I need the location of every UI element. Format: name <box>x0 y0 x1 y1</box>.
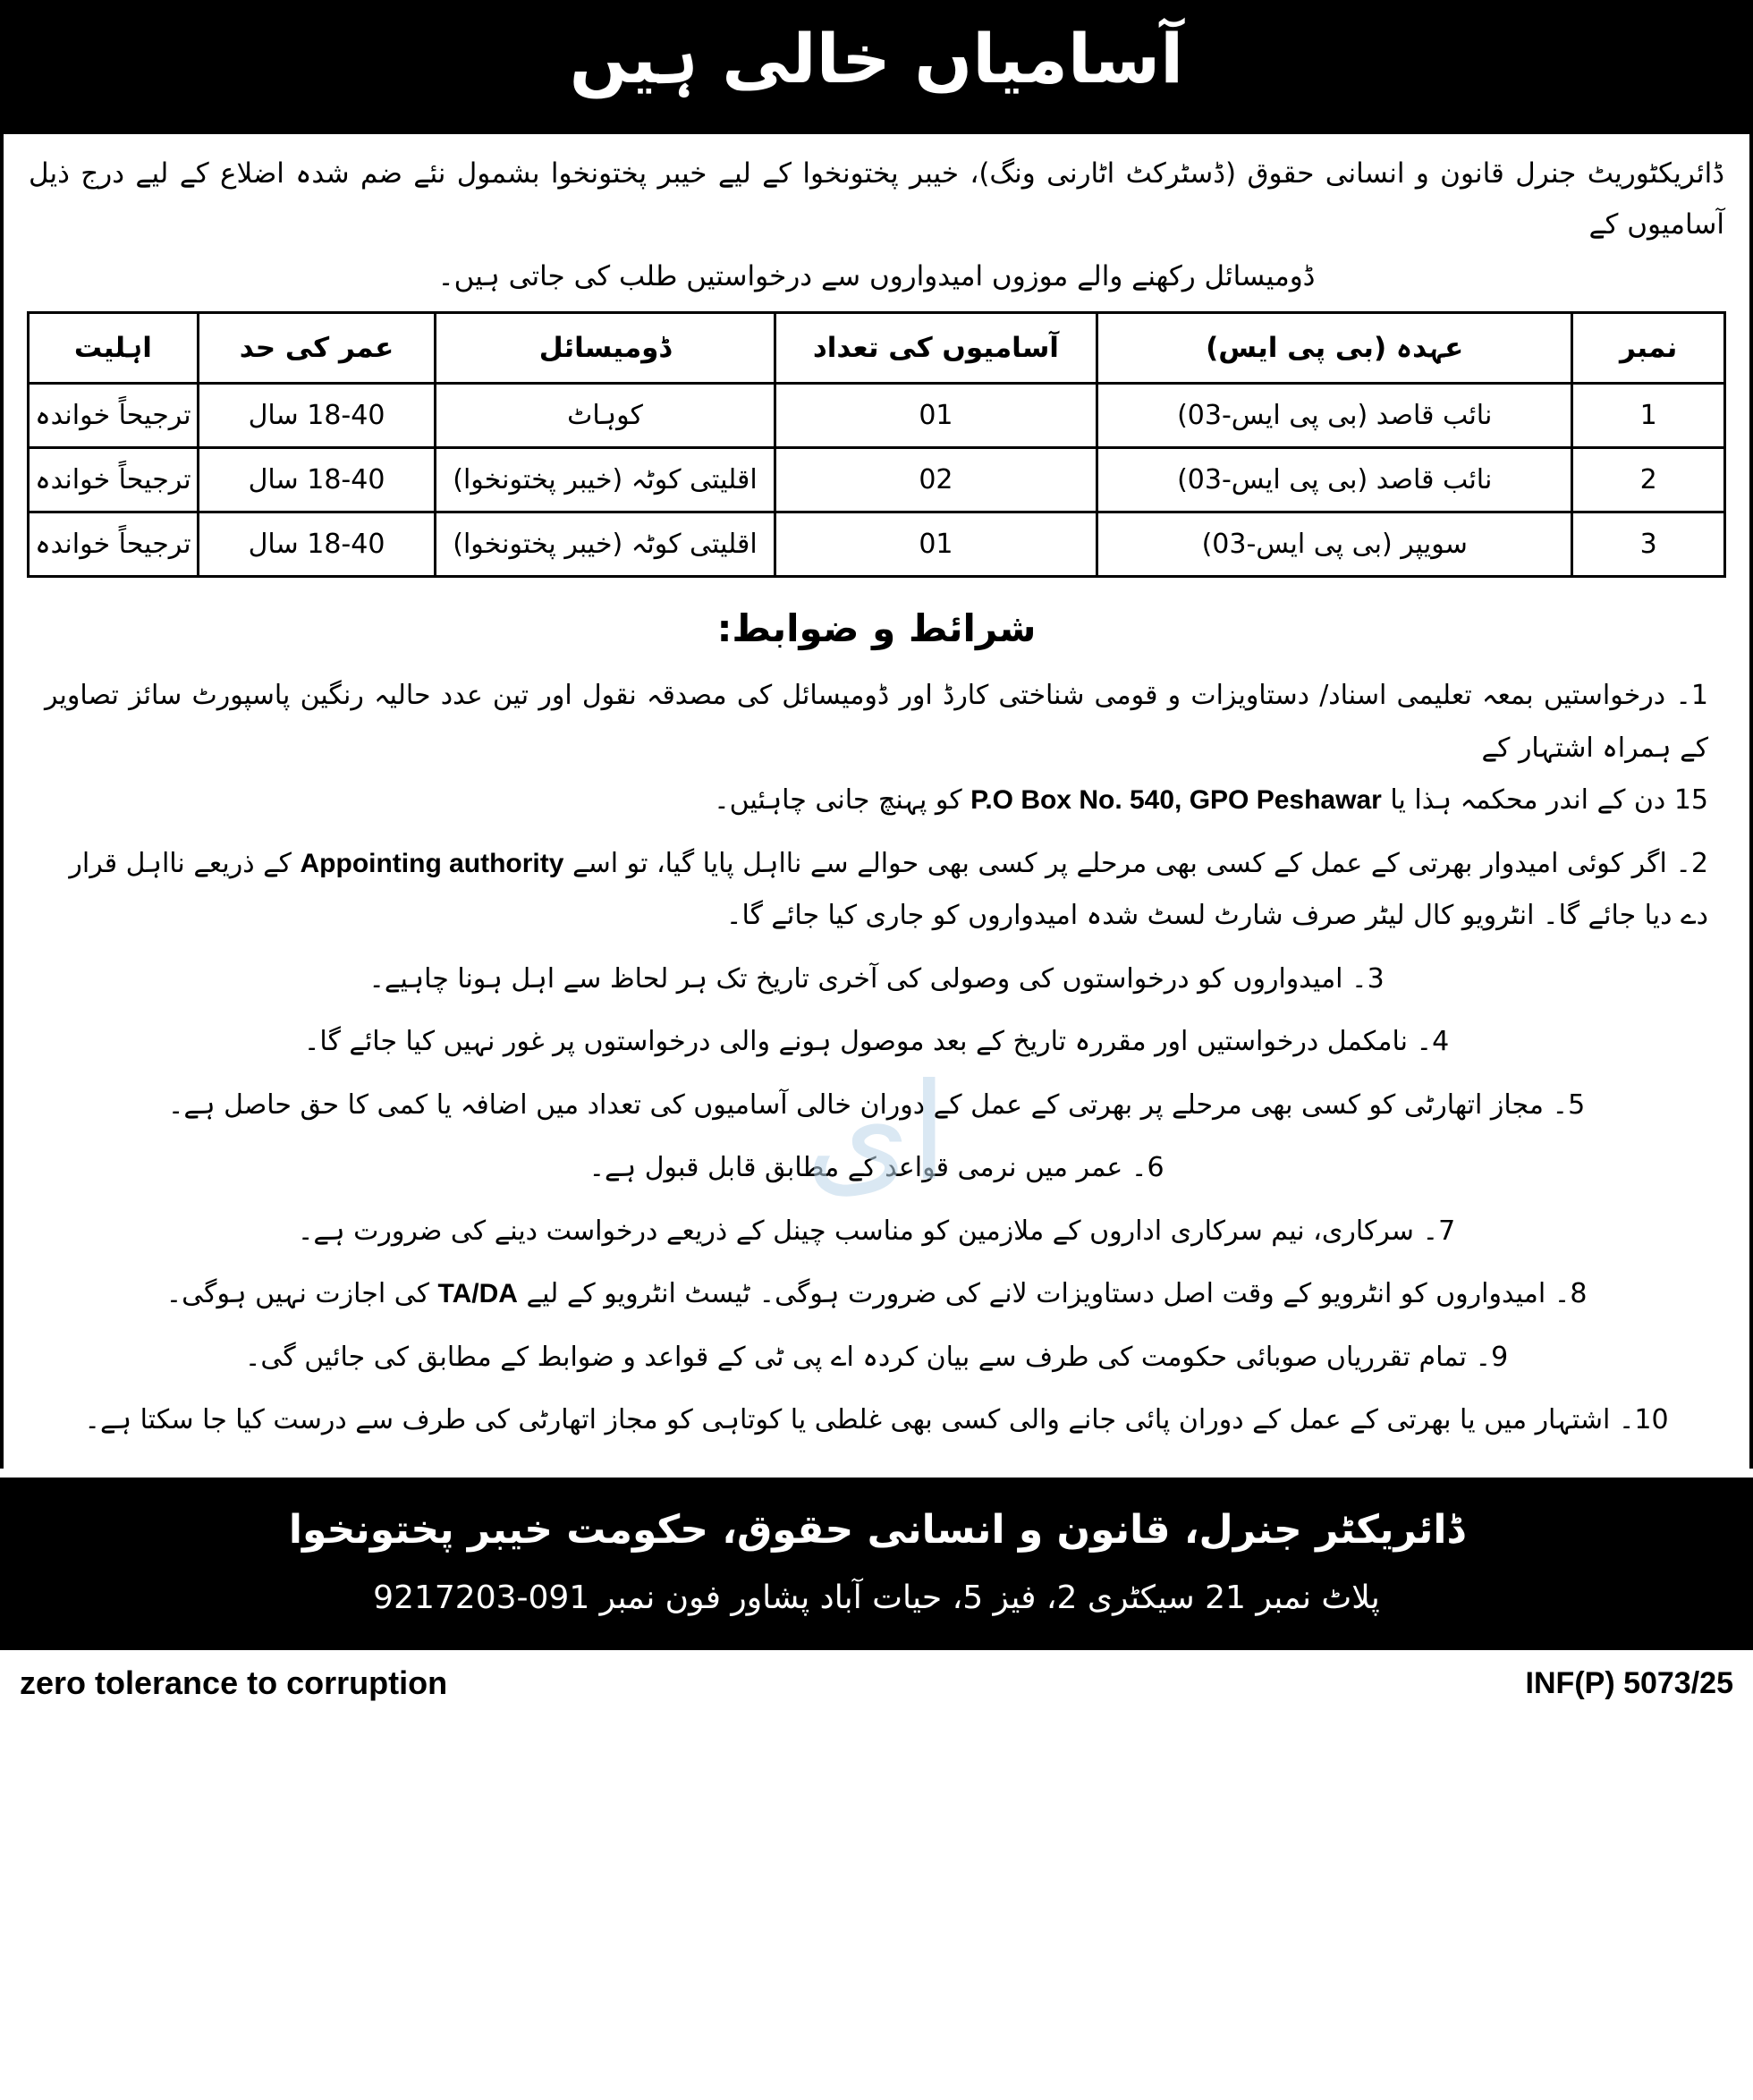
term-1-line-2-after: کو پہنچ جانی چاہئیں۔ <box>714 784 971 817</box>
po-box-address: P.O Box No. 540, GPO Peshawar <box>970 785 1382 816</box>
table-row <box>29 384 1725 448</box>
cell-eligibility: ترجیحاً خواندہ <box>29 512 199 577</box>
term-1-line-2 <box>45 775 1708 827</box>
bottom-bar <box>0 1650 1753 1718</box>
term-2-line-2: دے دیا جائے گا۔ انٹرویو کال لیٹر صرف شارٹ لسٹ شدہ امیدواروں کو جاری کیا جائے گا۔ <box>725 900 1708 932</box>
cell-age: 18-40 سال <box>198 384 436 448</box>
term-8-after: کی اجازت نہیں ہوگی۔ <box>165 1278 438 1310</box>
term-item-10: 10۔ اشتہار میں یا بھرتی کے عمل کے دوران پائی جانے والی کسی بھی غلطی یا کوتاہی کو مجاز اتھارٹی کی طرف سے درست کیا جا سکتا ہے۔ <box>84 1404 1669 1436</box>
header-banner <box>0 0 1753 134</box>
watermark-logo: ای <box>805 1055 948 1211</box>
terms-heading: شرائط و ضوابط: <box>716 606 1037 651</box>
header-eligibility: اہلیت <box>29 313 199 384</box>
header-count: آسامیوں کی تعداد <box>775 313 1097 384</box>
cell-post: نائب قاصد (بی پی ایس-03) <box>1097 384 1572 448</box>
intro-section <box>0 134 1753 311</box>
cell-eligibility: ترجیحاً خواندہ <box>29 448 199 512</box>
term-item-7: 7۔ سرکاری، نیم سرکاری اداروں کے ملازمین کو مناسب چینل کے ذریعے درخواست دینے کی ضرورت ہے۔ <box>297 1215 1456 1247</box>
term-item-8 <box>39 1263 1714 1326</box>
appointing-authority-text: Appointing authority <box>300 848 564 878</box>
footer-banner <box>0 1478 1753 1651</box>
cell-age: 18-40 سال <box>198 448 436 512</box>
inf-code: INF(P) 5073/25 <box>1525 1665 1733 1700</box>
cell-domicile: کوہاٹ <box>436 384 775 448</box>
cell-post: سویپر (بی پی ایس-03) <box>1097 512 1572 577</box>
term-item-9: 9۔ تمام تقرریاں صوبائی حکومت کی طرف سے بیان کردہ اے پی ٹی کے قواعد و ضوابط کے مطابق کی جائیں گی۔ <box>244 1341 1509 1373</box>
cell-count: 01 <box>775 384 1097 448</box>
term-item-3: 3۔ امیدواروں کو درخواستوں کی وصولی کی آخری تاریخ تک ہر لحاظ سے اہل ہونا چاہیے۔ <box>368 962 1385 995</box>
term-2-line-1-after: کے ذریعے نااہل قرار <box>69 847 301 879</box>
intro-line-1: ڈائریکٹوریٹ جنرل قانون و انسانی حقوق (ڈسٹرکٹ اٹارنی ونگ)، خیبر پختونخوا کے لیے خیبر پختونخوا بشمول نئے ضم شدہ اضلاع کے لیے درج ذیل آسامیوں کے <box>29 157 1724 241</box>
cell-age: 18-40 سال <box>198 512 436 577</box>
terms-section <box>0 578 1753 1469</box>
cell-domicile: اقلیتی کوٹہ (خیبر پختونخوا) <box>436 448 775 512</box>
table-row <box>29 448 1725 512</box>
cell-eligibility: ترجیحاً خواندہ <box>29 384 199 448</box>
cell-number: 1 <box>1572 384 1725 448</box>
page-title: آسامیاں خالی ہیں <box>569 19 1184 98</box>
issuing-authority: ڈائریکٹر جنرل، قانون و انسانی حقوق، حکومت خیبر پختونخوا <box>288 1506 1465 1553</box>
cell-number: 3 <box>1572 512 1725 577</box>
term-item-4: 4۔ نامکمل درخواستیں اور مقررہ تاریخ کے بعد موصول ہونے والی درخواستوں پر غور نہیں کیا جائے گا۔ <box>303 1026 1450 1058</box>
cell-post: نائب قاصد (بی پی ایس-03) <box>1097 448 1572 512</box>
intro-line-2: ڈومیسائل رکھنے والے موزوں امیدواروں سے درخواستیں طلب کی جاتی ہیں۔ <box>437 259 1316 292</box>
term-1-line-1: 1۔ درخواستیں بمعہ تعلیمی اسناد/ دستاویزات و قومی شناختی کارڈ اور ڈومیسائل کی مصدقہ نقول اور تین عدد حالیہ رنگین پاسپورٹ سائز تصاویر کے ہمراہ اشتہار کے <box>45 680 1708 764</box>
anti-corruption-slogan: zero tolerance to corruption <box>20 1664 448 1702</box>
term-8-before: 8۔ امیدواروں کو انٹرویو کے وقت اصل دستاویزات لانے کی ضرورت ہوگی۔ ٹیسٹ انٹرویو کے لیے <box>517 1278 1588 1310</box>
term-item-1 <box>39 665 1714 833</box>
table-row <box>29 512 1725 577</box>
term-item-5: 5۔ مجاز اتھارٹی کو کسی بھی مرحلے پر بھرتی کے عمل کے دوران خالی آسامیوں کی تعداد میں اضافہ یا کمی کا حق حاصل ہے۔ <box>167 1088 1586 1121</box>
term-2-line-1-before: 2۔ اگر کوئی امیدوار بھرتی کے عمل کے کسی بھی مرحلے پر کسی بھی حوالے سے نااہل پایا گیا، تو اسے <box>563 847 1708 879</box>
cell-domicile: اقلیتی کوٹہ (خیبر پختونخوا) <box>436 512 775 577</box>
header-post: عہدہ (بی پی ایس) <box>1097 313 1572 384</box>
cell-count: 01 <box>775 512 1097 577</box>
jobs-table-container <box>0 311 1753 578</box>
header-age: عمر کی حد <box>198 313 436 384</box>
term-item-2 <box>39 833 1714 948</box>
ta-da-text: TA/DA <box>437 1279 518 1309</box>
table-header-row <box>29 313 1725 384</box>
jobs-table <box>27 311 1726 578</box>
term-1-line-2-before: 15 دن کے اندر محکمہ ہذا یا <box>1381 784 1708 817</box>
office-address: پلاٹ نمبر 21 سیکٹری 2، فیز 5، حیات آباد پشاور فون نمبر 091-9217203 <box>373 1579 1380 1616</box>
header-domicile: ڈومیسائل <box>436 313 775 384</box>
term-item-6: 6۔ عمر میں نرمی قواعد کے مطابق قابل قبول ہے۔ <box>589 1152 1164 1184</box>
cell-count: 02 <box>775 448 1097 512</box>
term-2-line-1 <box>45 838 1708 891</box>
header-number: نمبر <box>1572 313 1725 384</box>
cell-number: 2 <box>1572 448 1725 512</box>
